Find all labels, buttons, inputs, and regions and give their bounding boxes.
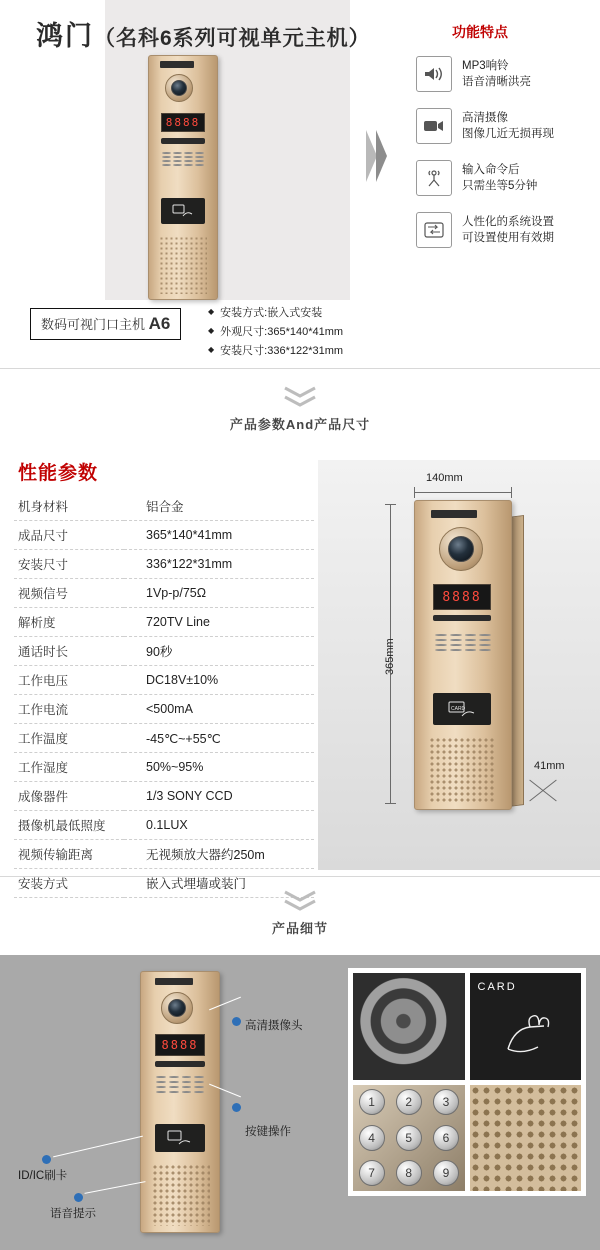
card-reader-area — [161, 198, 205, 224]
product-model-text: A6 — [148, 314, 171, 333]
keypad — [435, 634, 491, 651]
feature-text — [462, 58, 531, 90]
divider-product-params — [0, 386, 600, 433]
feature-line2: 图像几近无损再现 — [462, 128, 554, 140]
feature-line2: 语音清晰洪亮 — [462, 76, 531, 88]
device-logo — [155, 978, 193, 985]
dimension-width-line — [414, 492, 512, 493]
dimension-tick — [385, 504, 396, 505]
spec-value: 嵌入式埋墙或装门 — [124, 869, 314, 898]
camera-lens-icon — [448, 536, 474, 562]
key-button: 3 — [433, 1089, 459, 1115]
spec-key: 工作电压 — [14, 666, 124, 695]
speaker-slot — [433, 615, 491, 621]
table-row — [14, 695, 314, 724]
display-value: 8888 — [161, 1038, 199, 1052]
table-row — [14, 666, 314, 695]
spec-key: 解析度 — [14, 608, 124, 637]
camera-lens-icon — [168, 999, 186, 1017]
page-title — [36, 14, 371, 53]
spec-section-heading: 性能参数 — [18, 463, 99, 484]
brand-name: 鸿门 — [36, 21, 94, 51]
table-row — [14, 550, 314, 579]
spec-value: -45℃~+55℃ — [124, 724, 314, 753]
spec-value: 90秒 — [124, 637, 314, 666]
speaker-slot — [155, 1061, 205, 1067]
spec-value: 无视频放大器约250m — [124, 840, 314, 869]
speaker-icon — [416, 56, 452, 92]
table-row — [14, 782, 314, 811]
card-photo-caption: CARD — [477, 981, 517, 993]
feature-line2: 只需坐等5分钟 — [462, 180, 538, 192]
device-display — [433, 584, 491, 610]
spec-value: DC18V±10% — [124, 666, 314, 695]
feature-item — [416, 160, 596, 196]
key-button: 1 — [359, 1089, 385, 1115]
feature-text — [462, 110, 554, 142]
hand-card-icon — [447, 699, 477, 719]
spec-key: 安装方式 — [14, 869, 124, 898]
callout-dot — [232, 1017, 241, 1026]
table-row — [14, 637, 314, 666]
product-model-label — [30, 308, 181, 340]
camera-lens-icon — [171, 80, 187, 96]
divider-label: 产品参数And产品尺寸 — [229, 417, 371, 432]
key-button: 2 — [396, 1089, 422, 1115]
card-reader-area — [155, 1124, 205, 1152]
key-button: 4 — [359, 1125, 385, 1151]
spec-key: 安装尺寸 — [14, 550, 124, 579]
feature-text — [462, 214, 554, 246]
dimension-tick — [511, 487, 512, 498]
page-title-rest: （名科6系列可视单元主机） — [94, 27, 371, 50]
product-label-text: 数码可视门口主机 — [41, 317, 146, 332]
table-row — [14, 753, 314, 782]
spec-key: 视频传输距离 — [14, 840, 124, 869]
callout-dot — [74, 1193, 83, 1202]
hero-spec-item: ◆ 安装尺寸:336*122*31mm — [208, 341, 343, 360]
dimension-depth-label: 41mm — [534, 760, 565, 772]
speaker-slot — [161, 138, 205, 144]
callout-label: 语音提示 — [50, 1208, 96, 1220]
camera-icon — [416, 108, 452, 144]
device-display — [161, 113, 205, 132]
spec-value: 1/3 SONY CCD — [124, 782, 314, 811]
hand-pointing-icon — [490, 1005, 560, 1057]
hero-spec-item: ◆ 外观尺寸:365*140*41mm — [208, 322, 343, 341]
spec-key: 视频信号 — [14, 579, 124, 608]
keypad — [156, 1076, 204, 1093]
svg-text:CARD: CARD — [451, 706, 466, 712]
table-row — [14, 724, 314, 753]
hero-spec-list — [208, 303, 343, 360]
key-button: 5 — [396, 1125, 422, 1151]
display-value: 8888 — [165, 116, 201, 129]
feature-line1: 输入命令后 — [462, 164, 520, 176]
speaker-grille — [159, 236, 207, 294]
callout-label: 高清摄像头 — [245, 1020, 303, 1032]
settings-flow-icon — [416, 212, 452, 248]
key-button: 8 — [396, 1160, 422, 1186]
spec-value: 铝合金 — [124, 492, 314, 521]
speaker-grille-photo — [470, 1085, 582, 1192]
spec-value: <500mA — [124, 695, 314, 724]
table-row — [14, 579, 314, 608]
dimension-diagram — [318, 460, 600, 870]
device-logo — [160, 61, 194, 68]
callout-line — [84, 1181, 145, 1194]
features-title: 功能特点 — [452, 24, 508, 40]
dimension-tick — [385, 803, 396, 804]
table-row — [14, 521, 314, 550]
feature-line2: 可设置使用有效期 — [462, 232, 554, 244]
device-logo — [431, 510, 477, 518]
table-row — [14, 811, 314, 840]
keypad-photo — [353, 1085, 465, 1192]
key-button: 9 — [433, 1160, 459, 1186]
callout-dot — [42, 1155, 51, 1164]
feature-line1: 人性化的系统设置 — [462, 216, 554, 228]
speaker-grille — [429, 737, 495, 803]
hand-card-icon — [172, 203, 194, 219]
spec-value: 336*122*31mm — [124, 550, 314, 579]
spec-key: 工作电流 — [14, 695, 124, 724]
device-front-illustration — [148, 55, 218, 300]
feature-text — [462, 162, 537, 194]
features-list — [416, 56, 596, 264]
display-value: 8888 — [442, 589, 482, 605]
dimension-width-label: 140mm — [426, 472, 463, 484]
hero-spec-item: ◆ 安装方式:嵌入式安装 — [208, 303, 343, 322]
card-reader-area — [433, 693, 491, 725]
key-button: 7 — [359, 1160, 385, 1186]
keypad — [162, 152, 204, 166]
speaker-grille — [152, 1164, 210, 1226]
feature-line1: MP3响铃 — [462, 60, 509, 72]
feature-line1: 高清摄像 — [462, 112, 508, 124]
spec-key: 摄像机最低照度 — [14, 811, 124, 840]
spec-value: 365*140*41mm — [124, 521, 314, 550]
dimension-height-label: 365mm — [384, 638, 396, 675]
chevron-down-icon — [283, 890, 317, 912]
callout-label: 按键操作 — [245, 1126, 291, 1138]
key-button: 6 — [433, 1125, 459, 1151]
callout-dot — [232, 1103, 241, 1112]
table-row — [14, 492, 314, 521]
feature-item — [416, 212, 596, 248]
hand-card-icon — [167, 1129, 193, 1147]
spec-key: 机身材料 — [14, 492, 124, 521]
feature-item — [416, 108, 596, 144]
spec-key: 成像器件 — [14, 782, 124, 811]
spec-key: 工作温度 — [14, 724, 124, 753]
hero-section — [0, 0, 600, 360]
chevron-down-icon — [283, 386, 317, 408]
spec-value: 50%~95% — [124, 753, 314, 782]
card-reader-photo — [470, 973, 582, 1080]
camera-photo — [353, 973, 465, 1080]
callout-line — [53, 1136, 143, 1158]
spec-value: 0.1LUX — [124, 811, 314, 840]
antenna-icon — [416, 160, 452, 196]
device-display — [155, 1034, 205, 1056]
dimension-tick — [414, 487, 415, 498]
table-row — [14, 840, 314, 869]
spec-value: 1Vp-p/75Ω — [124, 579, 314, 608]
spec-value: 720TV Line — [124, 608, 314, 637]
section-divider-line — [0, 876, 600, 877]
device-dimension-illustration — [414, 500, 512, 810]
detail-photo-grid — [348, 968, 586, 1196]
device-detail-illustration — [140, 971, 220, 1233]
divider-label: 产品细节 — [271, 921, 328, 936]
callout-label: ID/IC刷卡 — [18, 1170, 68, 1182]
divider-product-detail — [0, 890, 600, 937]
spec-key: 成品尺寸 — [14, 521, 124, 550]
arrow-right-icon — [366, 130, 388, 182]
section-divider-line — [0, 368, 600, 369]
spec-key: 通话时长 — [14, 637, 124, 666]
spec-table — [14, 492, 314, 898]
table-row — [14, 608, 314, 637]
spec-key: 工作湿度 — [14, 753, 124, 782]
feature-item — [416, 56, 596, 92]
